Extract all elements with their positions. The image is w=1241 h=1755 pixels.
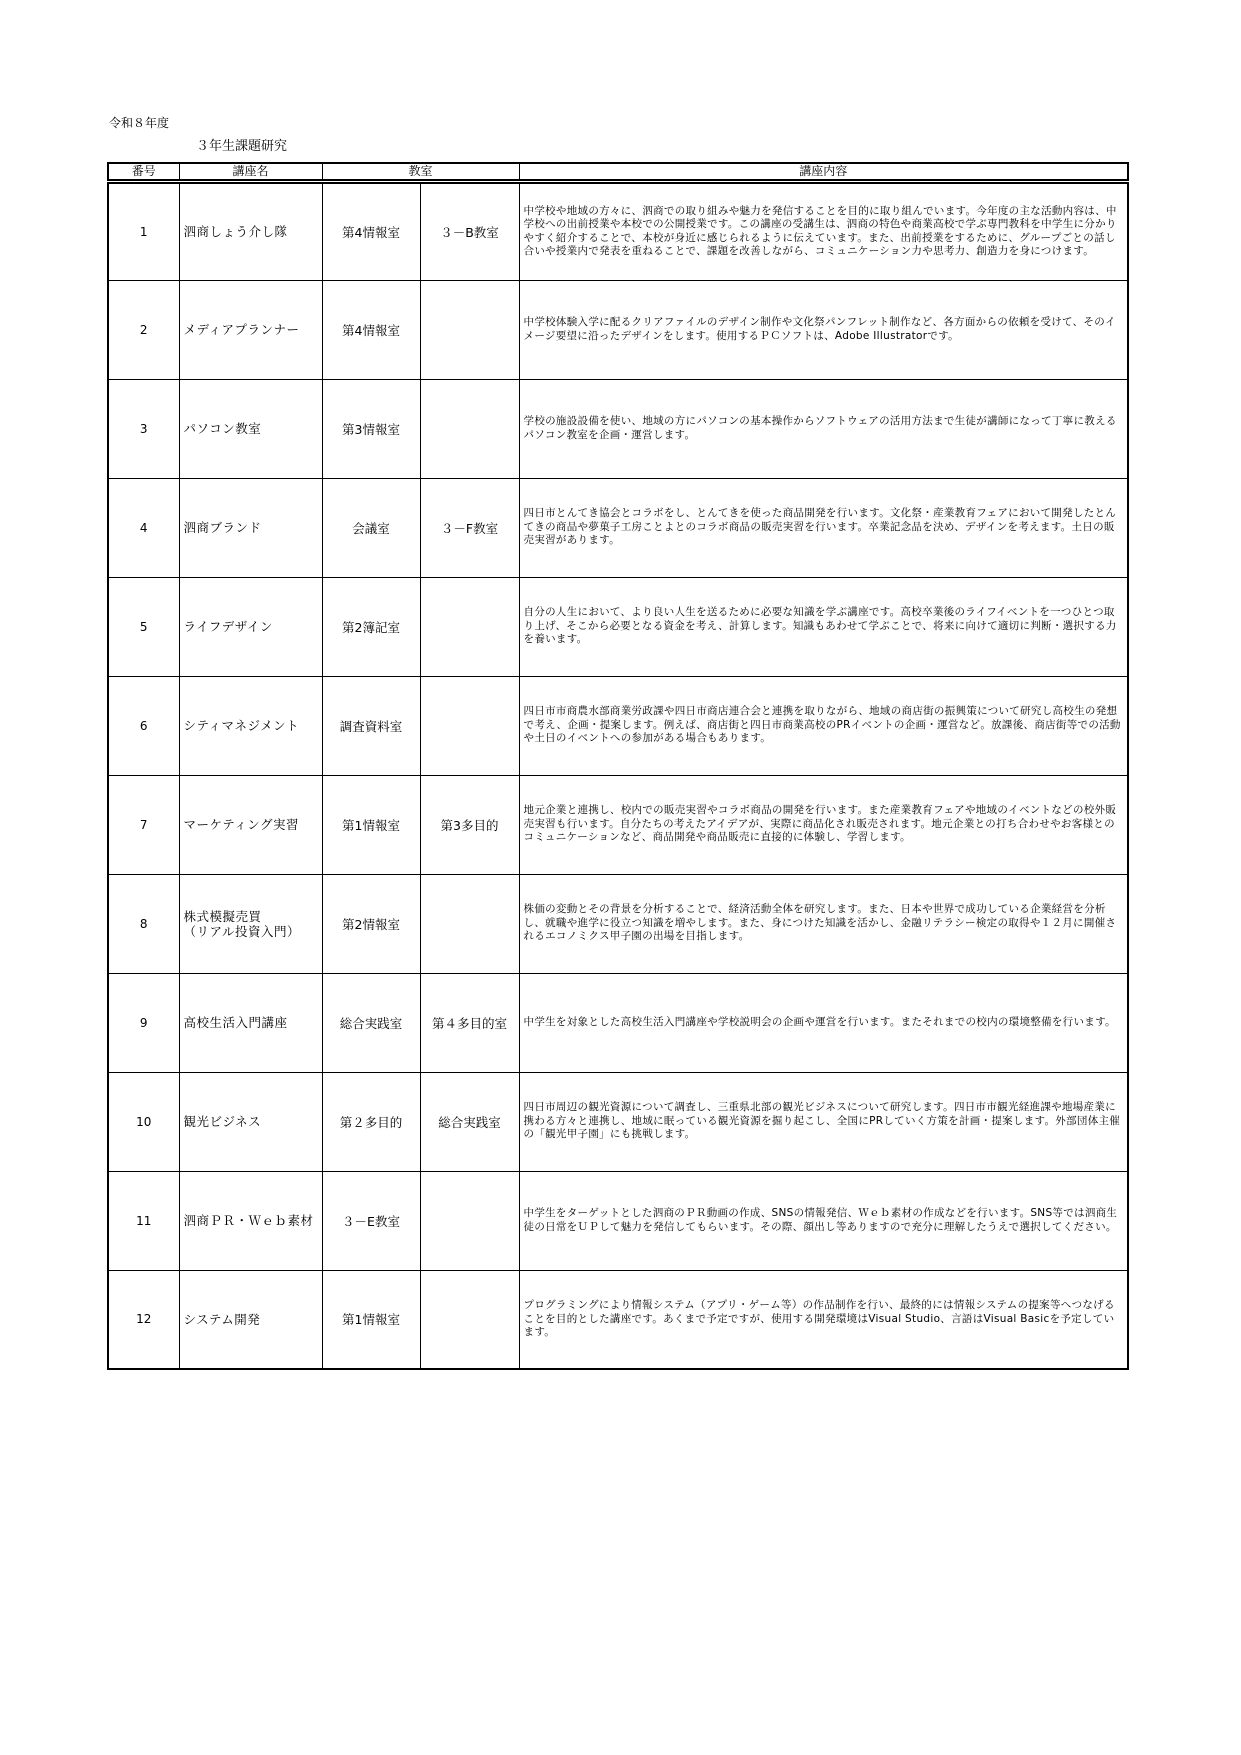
header-classroom: 教室 xyxy=(322,163,519,181)
classroom-secondary xyxy=(420,379,519,478)
classroom-primary: 第4情報室 xyxy=(322,280,420,379)
classroom-primary: 総合実践室 xyxy=(322,973,420,1072)
course-name: ライフデザイン xyxy=(179,577,322,676)
course-name: シティマネジメント xyxy=(179,676,322,775)
classroom-secondary: 総合実践室 xyxy=(420,1072,519,1171)
table-header-row xyxy=(108,163,1128,181)
classroom-primary: 会議室 xyxy=(322,478,420,577)
classroom-secondary: ３－B教室 xyxy=(420,181,519,280)
table-row xyxy=(108,1072,1128,1171)
classroom-secondary xyxy=(420,1270,519,1369)
table-row xyxy=(108,181,1128,280)
classroom-secondary xyxy=(420,676,519,775)
course-description: 中学生を対象とした高校生活入門講座や学校説明会の企画や運営を行います。またそれまでの校内の環境整備を行います。 xyxy=(519,973,1128,1072)
year-label: 令和８年度 xyxy=(109,116,170,130)
course-description: 株価の変動とその背景を分析することで、経済活動全体を研究します。また、日本や世界で成功している企業経営を分析し、就職や進学に役立つ知識を増やします。また、身につけた知識を活かし、金融リテラシー検定の取得や１２月に開催されるエコノミクス甲子園の出場を目指します。 xyxy=(519,874,1128,973)
course-description: 中学校体験入学に配るクリアファイルのデザイン制作や文化祭パンフレット制作など、各方面からの依頼を受けて、そのイメージ要望に沿ったデザインをします。使用するＰＣソフトは、Adobe Illustratorです。 xyxy=(519,280,1128,379)
course-number: 2 xyxy=(108,280,179,379)
course-number: 8 xyxy=(108,874,179,973)
course-description: 四日市とんてき協会とコラボをし、とんてきを使った商品開発を行います。文化祭・産業教育フェアにおいて開発したとんてきの商品や夢菓子工房ことよとのコラボ商品の販売実習を行います。卒業記念品を決め、デザインを考えます。土日の販売実習があります。 xyxy=(519,478,1128,577)
classroom-secondary xyxy=(420,1171,519,1270)
course-number: 3 xyxy=(108,379,179,478)
table-row xyxy=(108,478,1128,577)
header-number: 番号 xyxy=(108,163,179,181)
course-name: 観光ビジネス xyxy=(179,1072,322,1171)
classroom-secondary xyxy=(420,874,519,973)
course-number: 7 xyxy=(108,775,179,874)
course-description: 地元企業と連携し、校内での販売実習やコラボ商品の開発を行います。また産業教育フェアや地域のイベントなどの校外販売実習も行います。自分たちの考えたアイデアが、実際に商品化され販売されます。地元企業との打ち合わせやお客様とのコミュニケーションなど、商品開発や商品販売に直接的に体験し、学習します。 xyxy=(519,775,1128,874)
course-number: 6 xyxy=(108,676,179,775)
table-row xyxy=(108,775,1128,874)
course-description: プログラミングにより情報システム（アプリ・ゲーム等）の作品制作を行い、最終的には情報システムの提案等へつなげることを目的とした講座です。あくまで予定ですが、使用する開発環境はVisual Studio、言語はVisual Basicを予定しています。 xyxy=(519,1270,1128,1369)
course-number: 4 xyxy=(108,478,179,577)
course-name: 泗商しょう介し隊 xyxy=(179,181,322,280)
classroom-secondary: ３－F教室 xyxy=(420,478,519,577)
course-number: 1 xyxy=(108,181,179,280)
classroom-primary: 第1情報室 xyxy=(322,775,420,874)
classroom-secondary xyxy=(420,280,519,379)
table-row xyxy=(108,280,1128,379)
course-number: 9 xyxy=(108,973,179,1072)
classroom-primary: 第3情報室 xyxy=(322,379,420,478)
course-name: パソコン教室 xyxy=(179,379,322,478)
classroom-secondary xyxy=(420,577,519,676)
table-body xyxy=(108,181,1128,1369)
course-description: 四日市周辺の観光資源について調査し、三重県北部の観光ビジネスについて研究します。四日市市観光経進課や地場産業に携わる方々と連携し、地域に眠っている観光資源を掘り起こし、全国にPRしていく方策を計画・提案します。外部団体主催の「観光甲子園」にも挑戦します。 xyxy=(519,1072,1128,1171)
course-number: 10 xyxy=(108,1072,179,1171)
classroom-primary: 第2簿記室 xyxy=(322,577,420,676)
table-row xyxy=(108,1171,1128,1270)
table-row xyxy=(108,1270,1128,1369)
course-name: 高校生活入門講座 xyxy=(179,973,322,1072)
table-row xyxy=(108,676,1128,775)
classroom-secondary: 第3多目的 xyxy=(420,775,519,874)
course-name: 株式模擬売買 （リアル投資入門） xyxy=(179,874,322,973)
classroom-secondary: 第４多目的室 xyxy=(420,973,519,1072)
course-description: 中学生をターゲットとした泗商のＰＲ動画の作成、SNSの情報発信、Ｗｅｂ素材の作成などを行います。SNS等では泗商生徒の日常をＵＰして魅力を発信してもらいます。その際、顔出し等ありますので充分に理解したうえで選択してください。 xyxy=(519,1171,1128,1270)
classroom-primary: 調査資料室 xyxy=(322,676,420,775)
table-row xyxy=(108,379,1128,478)
table-row xyxy=(108,973,1128,1072)
course-number: 5 xyxy=(108,577,179,676)
course-description: 四日市市商農水部商業労政課や四日市商店連合会と連携を取りながら、地域の商店街の振興策について研究し高校生の発想で考え、企画・提案します。例えば、商店街と四日市商業高校のPRイベントの企画・運営など。放課後、商店街等での活動や土日のイベントへの参加がある場合もあります。 xyxy=(519,676,1128,775)
classroom-primary: 第4情報室 xyxy=(322,181,420,280)
document-title: ３年生課題研究 xyxy=(196,139,288,154)
table-row xyxy=(108,874,1128,973)
header-description: 講座内容 xyxy=(519,163,1128,181)
course-description: 学校の施設設備を使い、地域の方にパソコンの基本操作からソフトウェアの活用方法まで生徒が講師になって丁寧に教えるパソコン教室を企画・運営します。 xyxy=(519,379,1128,478)
classroom-primary: 第1情報室 xyxy=(322,1270,420,1369)
course-table xyxy=(107,162,1129,1370)
classroom-primary: 第2情報室 xyxy=(322,874,420,973)
course-description: 中学校や地域の方々に、泗商での取り組みや魅力を発信することを目的に取り組んでいます。今年度の主な活動内容は、中学校への出前授業や本校での公開授業です。この講座の受講生は、泗商の特色や商業高校で学ぶ専門教科を中学生に分かりやすく紹介することで、本校が身近に感じられるように伝えています。また、出前授業をするために、グループごとの話し合いや授業内で発表を重ねることで、課題を改善しながら、コミュニケーション力や思考力、創造力を身につけます。 xyxy=(519,181,1128,280)
header-course-name: 講座名 xyxy=(179,163,322,181)
course-name: 泗商ＰＲ・Ｗｅｂ素材 xyxy=(179,1171,322,1270)
classroom-primary: ３－E教室 xyxy=(322,1171,420,1270)
course-name: マーケティング実習 xyxy=(179,775,322,874)
course-number: 11 xyxy=(108,1171,179,1270)
course-name: メディアプランナー xyxy=(179,280,322,379)
course-description: 自分の人生において、より良い人生を送るために必要な知識を学ぶ講座です。高校卒業後のライフイベントを一つひとつ取り上げ、そこから必要となる資金を考え、計算します。知識もあわせて学ぶことで、将来に向けて適切に判断・選択する力を養います。 xyxy=(519,577,1128,676)
course-name: 泗商ブランド xyxy=(179,478,322,577)
table-row xyxy=(108,577,1128,676)
course-name: システム開発 xyxy=(179,1270,322,1369)
course-number: 12 xyxy=(108,1270,179,1369)
classroom-primary: 第２多目的 xyxy=(322,1072,420,1171)
